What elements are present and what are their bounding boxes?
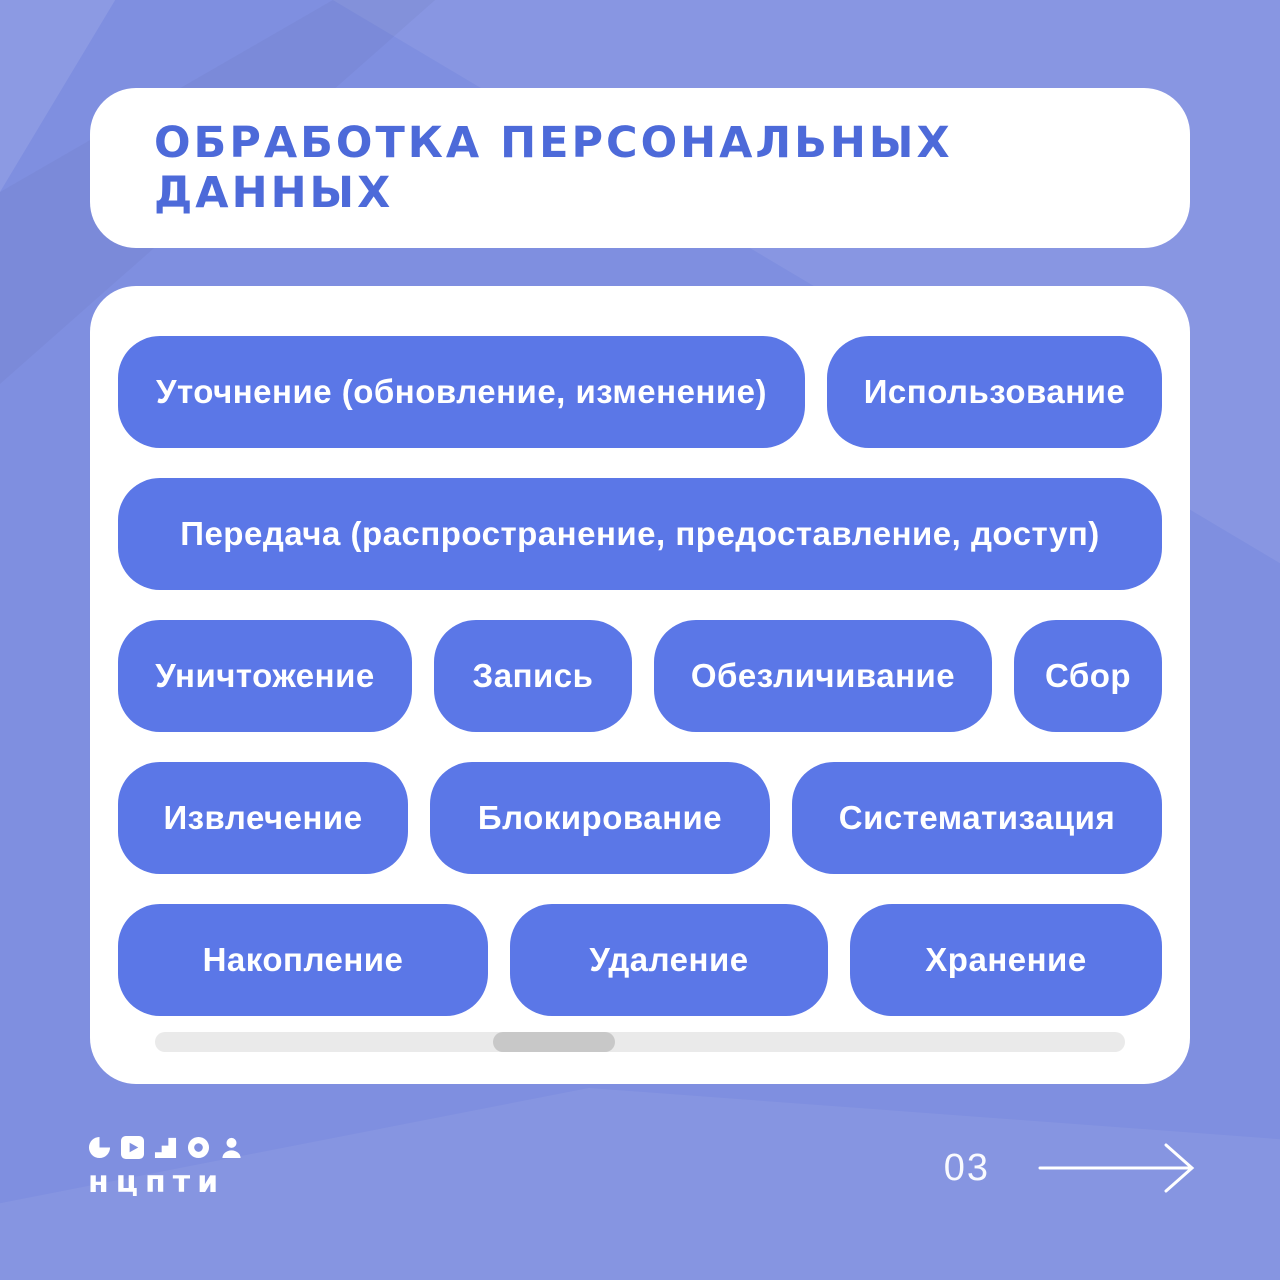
tag-rows: [118, 336, 1162, 1016]
person-icon: [220, 1136, 243, 1159]
content-card: [90, 286, 1190, 1084]
logo-icons: [88, 1136, 243, 1159]
tag-transfer[interactable]: Передача (распространение, предоставление, доступ): [118, 478, 1162, 590]
tag-collection[interactable]: Сбор: [1014, 620, 1162, 732]
logo-text: нцпти: [88, 1165, 226, 1200]
scrollbar-thumb[interactable]: [493, 1032, 615, 1052]
bar-chart-icon: [154, 1136, 177, 1159]
page-number: 03: [943, 1146, 990, 1189]
tag-row: [118, 762, 1162, 874]
tag-accumulation[interactable]: Накопление: [118, 904, 488, 1016]
tag-recording[interactable]: Запись: [434, 620, 632, 732]
tag-use[interactable]: Использование: [827, 336, 1162, 448]
tag-systematization[interactable]: Систематизация: [792, 762, 1162, 874]
horizontal-scrollbar[interactable]: [155, 1032, 1125, 1052]
pac-man-icon: [88, 1136, 111, 1159]
tag-deletion[interactable]: Удаление: [510, 904, 828, 1016]
ncpti-logo: [88, 1136, 243, 1200]
page-title: ОБРАБОТКА ПЕРСОНАЛЬНЫХ ДАННЫХ: [154, 118, 953, 218]
title-card: [90, 88, 1190, 248]
footer: [88, 1118, 1196, 1218]
tag-blocking[interactable]: Блокирование: [430, 762, 770, 874]
donut-icon: [187, 1136, 210, 1159]
play-icon: [121, 1136, 144, 1159]
tag-row: [118, 478, 1162, 590]
tag-row: [118, 336, 1162, 448]
tag-destruction[interactable]: Уничтожение: [118, 620, 412, 732]
tag-storage[interactable]: Хранение: [850, 904, 1162, 1016]
next-arrow-icon[interactable]: [1038, 1142, 1196, 1194]
tag-row: [118, 904, 1162, 1016]
tag-extraction[interactable]: Извлечение: [118, 762, 408, 874]
footer-right: [944, 1142, 1196, 1194]
tag-depersonalization[interactable]: Обезличивание: [654, 620, 992, 732]
tag-clarification[interactable]: Уточнение (обновление, изменение): [118, 336, 805, 448]
tag-row: [118, 620, 1162, 732]
